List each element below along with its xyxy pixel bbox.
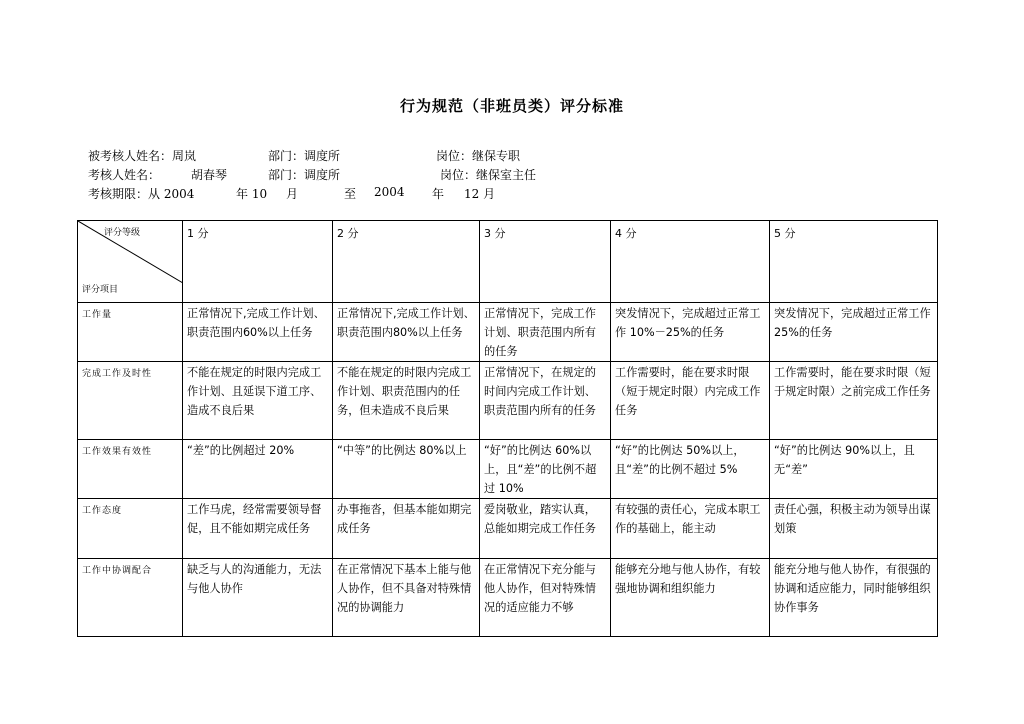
table-cell: 爱岗敬业，踏实认真，总能如期完成工作任务 <box>480 499 611 559</box>
table-cell: “好”的比例达 90%以上，且无“差” <box>770 440 938 499</box>
assessor-post: 岗位：继保室主任 <box>440 168 537 182</box>
period-start: 考核期限：从 2004 <box>88 187 195 201</box>
row-item-label: 工作中协调配合 <box>78 559 183 637</box>
table-row <box>78 559 938 637</box>
level-header: 1 分 <box>183 221 333 303</box>
page-title: 行为规范（非班员类）评分标准 <box>399 97 624 115</box>
table-cell: 突发情况下，完成超过正常工作 10%－25%的任务 <box>611 303 770 362</box>
period-end-month: 12 月 <box>464 187 496 201</box>
table-cell: 正常情况下，完成工作计划、职责范围内所有的任务 <box>480 303 611 362</box>
assessee-dept: 部门：调度所 <box>268 149 341 163</box>
table-header-row <box>78 221 938 303</box>
assessor-name: 胡春琴 <box>191 168 228 182</box>
period-year-word: 年 <box>432 187 445 201</box>
table-cell: 能够充分地与他人协作，有较强地协调和组织能力 <box>611 559 770 637</box>
table-cell: “好”的比例达 50%以上，且“差”的比例不超过 5% <box>611 440 770 499</box>
table-cell: 不能在规定的时限内完成工作计划、职责范围内的任务，但未造成不良后果 <box>333 362 480 440</box>
table-cell: 缺乏与人的沟通能力，无法与他人协作 <box>183 559 333 637</box>
corner-top-label: 评分等级 <box>104 228 141 238</box>
table-cell: 正常情况下,完成工作计划、职责范围内60%以上任务 <box>183 303 333 362</box>
row-item-label: 完成工作及时性 <box>78 362 183 440</box>
period-month-word: 月 <box>286 187 299 201</box>
table-cell: “中等”的比例达 80%以上 <box>333 440 480 499</box>
table-cell: 工作需要时，能在要求时限（短于规定时限）之前完成工作任务 <box>770 362 938 440</box>
period-start-month: 年 10 <box>236 187 268 201</box>
table-cell: 工作马虎，经常需要领导督促，且不能如期完成任务 <box>183 499 333 559</box>
table-cell: “好”的比例达 60%以上，且“差”的比例不超过 10% <box>480 440 611 499</box>
table-cell: 能充分地与他人协作，有很强的协调和适应能力，同时能够组织协作事务 <box>770 559 938 637</box>
row-item-label: 工作量 <box>78 303 183 362</box>
table-cell: 在正常情况下基本上能与他人协作，但不具备对特殊情况的协调能力 <box>333 559 480 637</box>
assessor-dept: 部门：调度所 <box>268 168 341 182</box>
table-cell: “差”的比例超过 20% <box>183 440 333 499</box>
row-item-label: 工作效果有效性 <box>78 440 183 499</box>
table-cell: 不能在规定的时限内完成工作计划、且延误下道工序、造成不良后果 <box>183 362 333 440</box>
row-item-label: 工作态度 <box>78 499 183 559</box>
assessee-name: 被考核人姓名：周岚 <box>88 149 197 163</box>
table-cell: 办事拖沓，但基本能如期完成任务 <box>333 499 480 559</box>
scoring-table <box>77 220 938 637</box>
table-row <box>78 362 938 440</box>
period-end-year: 2004 <box>374 185 405 199</box>
table-cell: 有较强的责任心，完成本职工作的基础上，能主动 <box>611 499 770 559</box>
period-to: 至 <box>344 187 357 201</box>
table-row <box>78 303 938 362</box>
corner-cell <box>78 221 183 303</box>
table-row <box>78 499 938 559</box>
table-cell: 正常情况下，在规定的时间内完成工作计划、职责范围内所有的任务 <box>480 362 611 440</box>
table-cell: 正常情况下,完成工作计划、职责范围内80%以上任务 <box>333 303 480 362</box>
table-row <box>78 440 938 499</box>
assessee-post: 岗位：继保专职 <box>436 149 521 163</box>
level-header: 5 分 <box>770 221 938 303</box>
table-cell: 在正常情况下充分能与他人协作，但对特殊情况的适应能力不够 <box>480 559 611 637</box>
assessor-label: 考核人姓名： <box>88 168 161 182</box>
level-header: 3 分 <box>480 221 611 303</box>
corner-bottom-label: 评分项目 <box>82 285 119 295</box>
level-header: 4 分 <box>611 221 770 303</box>
table-cell: 突发情况下，完成超过正常工作 25%的任务 <box>770 303 938 362</box>
level-header: 2 分 <box>333 221 480 303</box>
table-cell: 工作需要时，能在要求时限（短于规定时限）内完成工作任务 <box>611 362 770 440</box>
table-cell: 责任心强，积极主动为领导出谋划策 <box>770 499 938 559</box>
